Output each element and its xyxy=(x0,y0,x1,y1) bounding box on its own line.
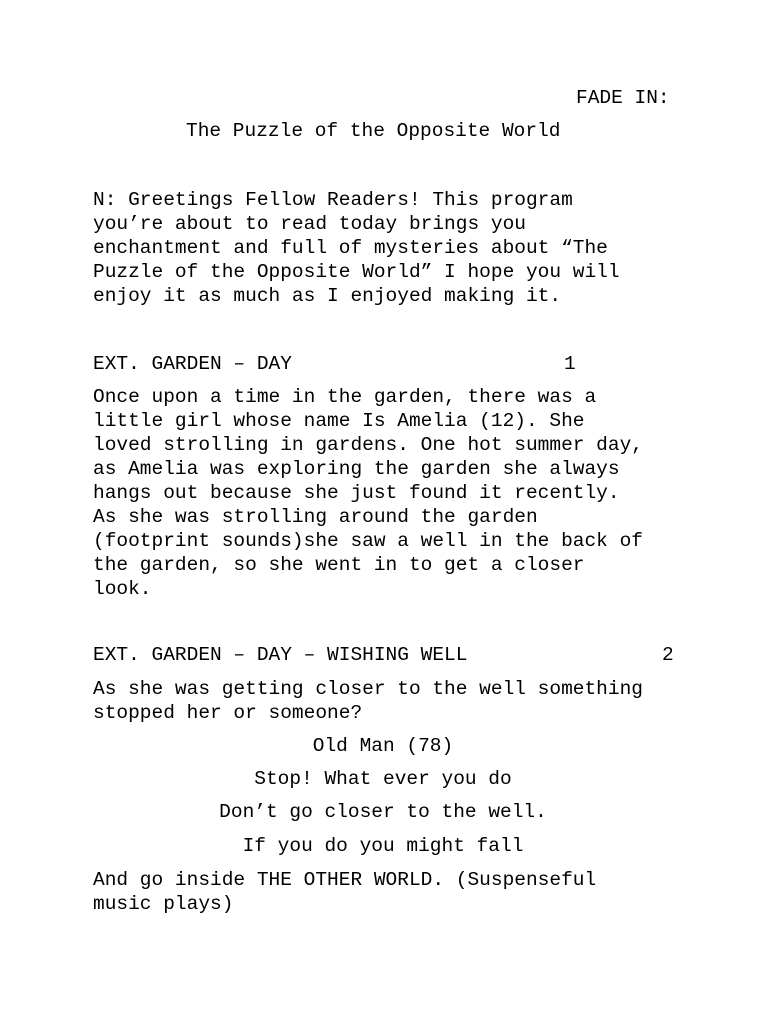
action-line: stopped her or someone? xyxy=(93,702,363,724)
intro-line: N: Greetings Fellow Readers! This program xyxy=(93,189,573,211)
scene-action xyxy=(93,385,693,601)
intro-line: enjoy it as much as I enjoyed making it. xyxy=(93,285,562,307)
intro-line: enchantment and full of mysteries about “The xyxy=(93,237,608,259)
script-title: The Puzzle of the Opposite World xyxy=(186,120,561,142)
action-line: Once upon a time in the garden, there was a xyxy=(93,386,597,408)
character-name: Old Man (78) xyxy=(312,735,454,757)
action-line: As she was strolling around the garden xyxy=(93,506,538,528)
action-line: As she was getting closer to the well something xyxy=(93,678,643,700)
intro-line: you’re about to read today brings you xyxy=(93,213,526,235)
action-line: loved strolling in gardens. One hot summer day, xyxy=(93,434,643,456)
dialogue-line: Don’t go closer to the well. xyxy=(219,801,547,823)
action-line: as Amelia was exploring the garden she always xyxy=(93,458,620,480)
dialogue-line: Stop! What ever you do xyxy=(254,768,512,790)
narrator-intro xyxy=(93,188,693,308)
action-line: the garden, so she went in to get a closer xyxy=(93,554,585,576)
action-line: (footprint sounds)she saw a well in the back of xyxy=(93,530,643,552)
scene-number: 2 xyxy=(662,644,674,666)
scene-action xyxy=(93,677,693,725)
scene-heading: EXT. GARDEN – DAY xyxy=(93,353,292,375)
action-line: music plays) xyxy=(93,893,234,915)
action-line: And go inside THE OTHER WORLD. (Suspenseful xyxy=(93,869,597,891)
action-line: hangs out because she just found it recently. xyxy=(93,482,620,504)
scene-action xyxy=(93,868,693,916)
dialogue-line: If you do you might fall xyxy=(242,835,524,857)
scene-heading: EXT. GARDEN – DAY – WISHING WELL xyxy=(93,644,468,666)
action-line: look. xyxy=(93,578,152,600)
intro-line: Puzzle of the Opposite World” I hope you will xyxy=(93,261,620,283)
transition: FADE IN: xyxy=(576,87,670,109)
scene-number: 1 xyxy=(564,353,576,375)
action-line: little girl whose name Is Amelia (12). She xyxy=(93,410,585,432)
